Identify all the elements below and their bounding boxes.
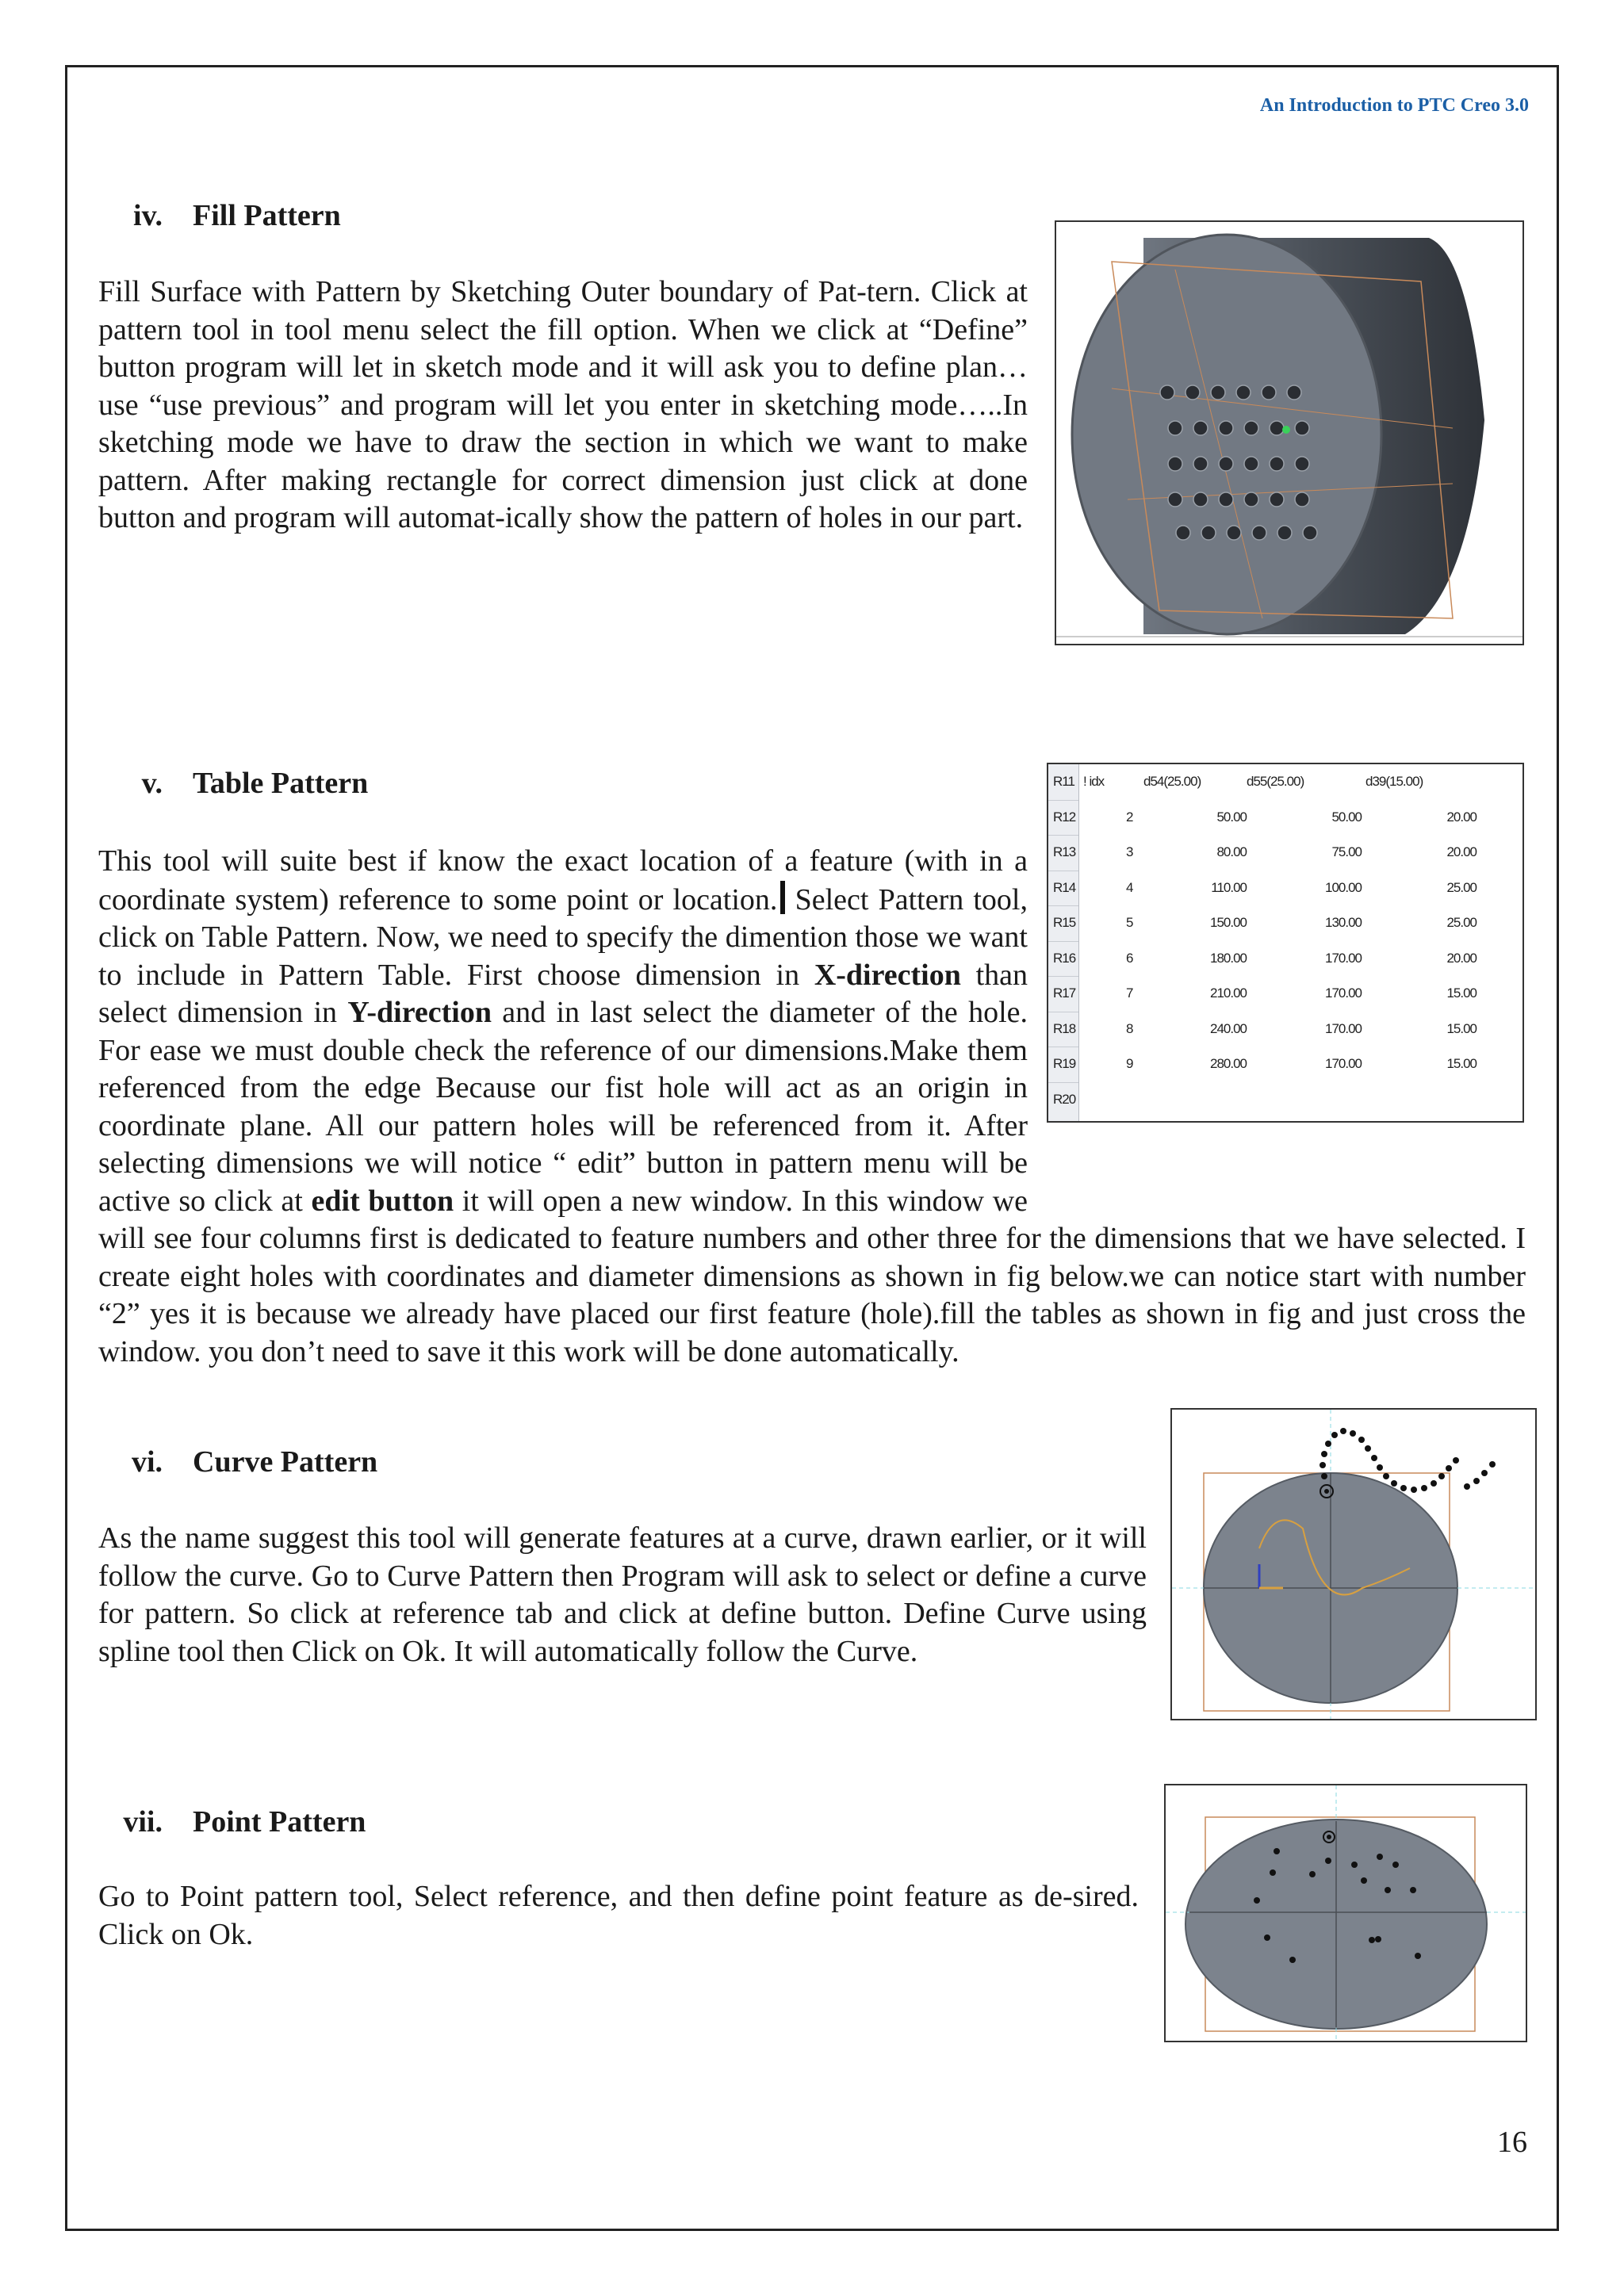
table-cell: 170.00 (1325, 950, 1362, 966)
bold-x-direction: X-direction (814, 958, 961, 992)
section-title: Fill Pattern (193, 199, 341, 232)
table-row-label: R15 (1053, 915, 1076, 930)
table-cell: 75.00 (1331, 844, 1362, 859)
table-cell: 280.00 (1210, 1056, 1247, 1071)
section-number: vi. (131, 1445, 163, 1479)
table-cell-idx: 2 (1126, 809, 1133, 825)
cylinder-fill-pattern-image (1056, 222, 1522, 644)
bold-y-direction: Y-direction (347, 996, 492, 1029)
table-cell-idx: 8 (1126, 1020, 1133, 1036)
table-row-label: R16 (1053, 950, 1076, 966)
table-row-label: R20 (1053, 1091, 1076, 1107)
page-number: 16 (1497, 2126, 1527, 2159)
text-run: This tool will suite best if know the exact location of a feature (with in a coordinate system) reference to some point or location. (98, 844, 1028, 916)
figure-point-pattern (1164, 1784, 1527, 2042)
bold-edit-button: edit button (311, 1184, 454, 1218)
table-cell: 170.00 (1325, 1056, 1362, 1071)
paragraph-point-pattern: Go to Point pattern tool, Select reference, and then define point feature as de-sired. Click on Ok. (98, 1880, 1139, 1951)
paragraph-curve-pattern: As the name suggest this tool will generate features at a curve, drawn earlier, or it will follow the curve. Go to Curve Pattern then Program will ask to select or define a curve for pattern. So click at reference tab and click at define button. Define Curve using spline tool then Click on Ok. It will automatically follow the Curve. (98, 1521, 1147, 1668)
table-row-divider (1048, 976, 1078, 977)
table-cell: 15.00 (1446, 1056, 1477, 1071)
section-number: iv. (133, 199, 163, 232)
section-title: Curve Pattern (193, 1445, 378, 1479)
table-row-divider (1048, 941, 1078, 942)
table-row-label: R13 (1053, 844, 1076, 859)
table-row-label: R11 (1053, 774, 1074, 789)
table-cell: 80.00 (1216, 844, 1247, 859)
point-pattern-image (1166, 1785, 1526, 2041)
table-row-divider (1048, 800, 1078, 801)
heading-table-pattern (79, 766, 368, 801)
table-row-divider (1048, 1082, 1078, 1083)
curve-pattern-image (1172, 1410, 1535, 1719)
figure-fill-pattern (1055, 220, 1524, 645)
heading-curve-pattern (79, 1445, 377, 1479)
table-column-header: d39(15.00) (1365, 774, 1423, 789)
table-cell-idx: 5 (1126, 915, 1133, 930)
section-number: vii. (123, 1805, 163, 1839)
table-cell: 240.00 (1210, 1020, 1247, 1036)
table-row-label: R18 (1053, 1020, 1076, 1036)
table-cell: 50.00 (1331, 809, 1362, 825)
table-row-divider (1048, 905, 1078, 906)
text-run: it will open a new window. In this window we will see four columns first is dedicated to feature numbers and other three for the dimensions that we have selected. I create eight holes with coordinates and diameter dimensions as shown in fig below.we can notice start with number “2” yes it is because we already have placed our first feature (hole).fill the tables as shown in fig and just cross the window. you don’t need to save it this work will be done automatically. (98, 1184, 1526, 1368)
section-title: Table Pattern (193, 767, 369, 800)
running-header: An Introduction to PTC Creo 3.0 (1259, 95, 1529, 116)
table-cell: 20.00 (1446, 950, 1477, 966)
table-cell: 15.00 (1446, 1020, 1477, 1036)
paragraph-fill-pattern: Fill Surface with Pattern by Sketching Outer boundary of Pat-tern. Click at pattern tool in tool menu select the fill option. When we click at “Define” button program will let in sketch mode and it will ask you to define plan…use “use previous” and program will let you enter in sketching mode…..In sketching mode we have to draw the section in which we want to make pattern. After making rectangle for correct dimension just click at done button and program will automat-ically show the pattern of holes in our part. (98, 275, 1028, 534)
table-cell: 170.00 (1325, 1020, 1362, 1036)
table-cell: 110.00 (1211, 879, 1247, 895)
figure-pattern-table (1047, 763, 1524, 1123)
table-cell: 15.00 (1446, 985, 1477, 1001)
section-number: v. (141, 767, 163, 800)
table-cell: 180.00 (1210, 950, 1247, 966)
table-cell-idx: 3 (1126, 844, 1133, 859)
table-row-label: R14 (1053, 879, 1076, 895)
text-run: than select dimension in (98, 958, 1028, 1029)
table-row-label: R12 (1053, 809, 1076, 825)
table-cell: 20.00 (1446, 809, 1477, 825)
text-run: Select Pattern tool, click on Table Pattern. Now, we need to specify the dimention those we want to include in Pattern Table. First choose dimension in (98, 882, 1028, 992)
table-cell-idx: 4 (1126, 879, 1133, 895)
table-row-label: R17 (1053, 985, 1076, 1001)
table-cell: 210.00 (1210, 985, 1247, 1001)
table-cell: 170.00 (1325, 985, 1362, 1001)
table-cell: 150.00 (1210, 915, 1247, 930)
table-cell: 100.00 (1325, 879, 1362, 895)
text-run: and in last select the diameter of the hole. For ease we must double check the reference of our dimensions.Make them referenced from the edge Because our fist hole will act as an origin in coordinate plane. All our pattern holes will be referenced from it. After selecting dimensions we will notice “ edit” button in pattern menu will be active so click at (98, 996, 1028, 1218)
pattern-table (1048, 764, 1522, 1121)
table-column-header: d55(25.00) (1247, 774, 1304, 789)
table-cell: 130.00 (1325, 915, 1362, 930)
table-cell: 50.00 (1216, 809, 1247, 825)
table-row-divider (1048, 835, 1078, 836)
table-row-label: R19 (1053, 1056, 1076, 1071)
table-cell: 25.00 (1446, 879, 1477, 895)
section-title: Point Pattern (193, 1805, 366, 1839)
table-column-header: d54(25.00) (1143, 774, 1201, 789)
table-cell-idx: 9 (1126, 1056, 1133, 1071)
table-cell: 25.00 (1446, 915, 1477, 930)
table-column-header: ! idx (1083, 774, 1105, 789)
figure-curve-pattern (1170, 1408, 1537, 1720)
heading-point-pattern (79, 1804, 366, 1839)
table-cell-idx: 6 (1126, 950, 1133, 966)
table-cell-idx: 7 (1126, 985, 1133, 1001)
heading-fill-pattern (79, 198, 341, 233)
table-cell: 20.00 (1446, 844, 1477, 859)
